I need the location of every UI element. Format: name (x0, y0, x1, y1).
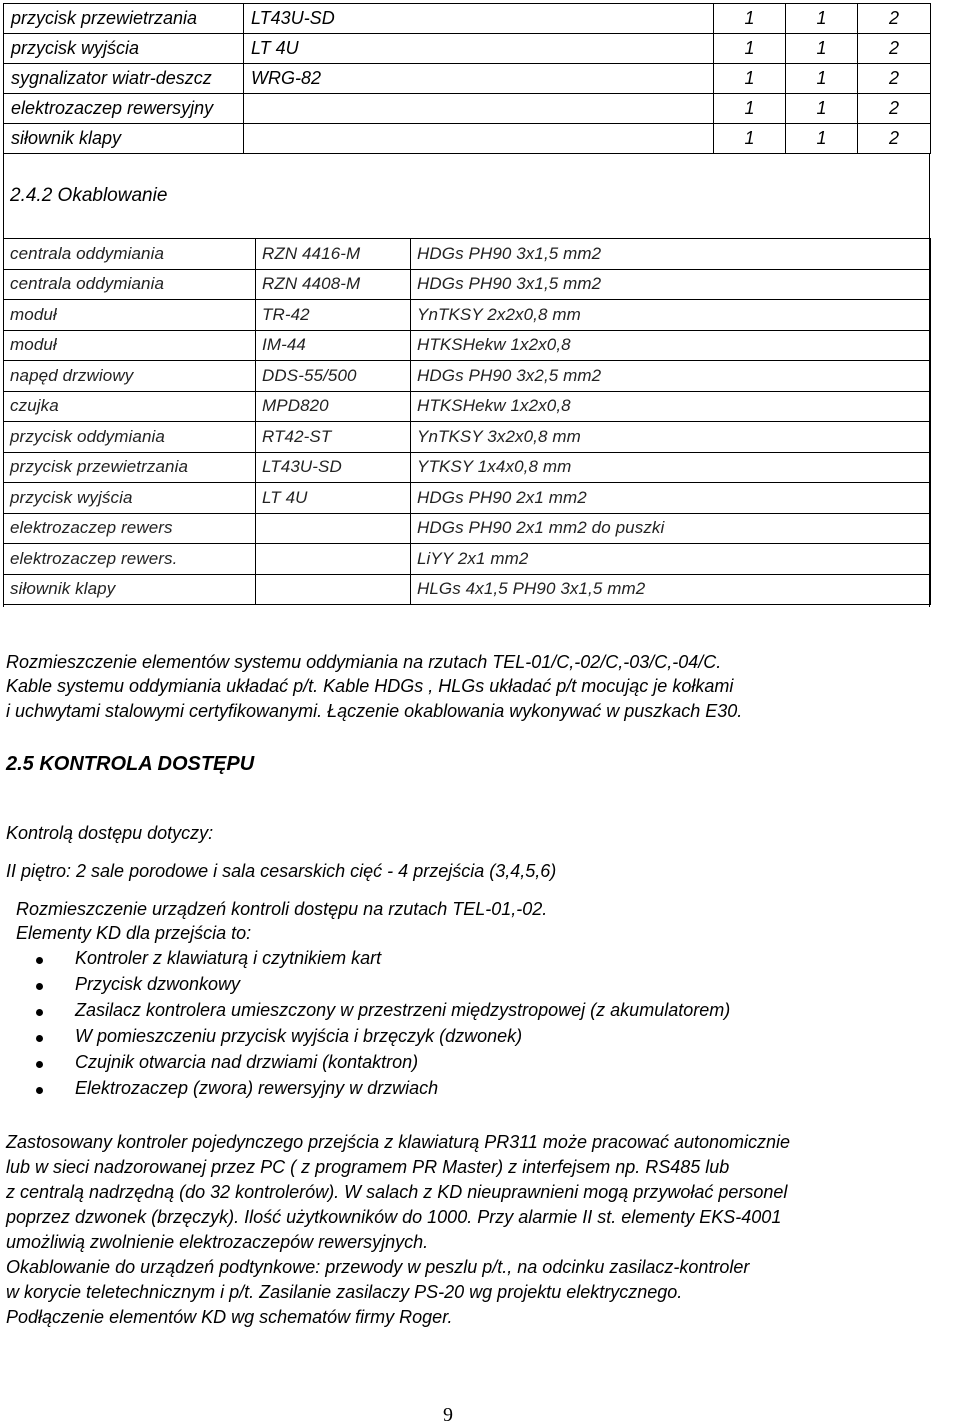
list-item (0, 1026, 960, 1052)
list-item-text: Elektrozaczep (zwora) rewersyjny w drzwiach (75, 1078, 439, 1098)
table-row (4, 361, 931, 392)
cable-device: centrala oddymiania (4, 269, 256, 300)
cabling-note-1: Rozmieszczenie elementów systemu oddymiania na rzutach TEL-01/C,-02/C,-03/C,-04/C. (6, 652, 722, 672)
equipment-table (3, 3, 931, 154)
cable-type: HTKSHekw 1x2x0,8 (411, 391, 931, 422)
equipment-model: WRG-82 (244, 64, 714, 94)
cable-model: RZN 4416-M (256, 239, 411, 270)
controller-line-1: Zastosowany kontroler pojedynczego przejścia z klawiaturą PR311 może pracować autonomicznie (6, 1132, 791, 1152)
cable-model (256, 513, 411, 544)
equipment-name: siłownik klapy (4, 124, 244, 154)
cable-type: LiYY 2x1 mm2 (411, 544, 931, 575)
equipment-qty-b: 1 (786, 94, 858, 124)
cable-model: MPD820 (256, 391, 411, 422)
controller-line-7: w korycie teletechnicznym i p/t. Zasilanie zasilaczy PS-20 wg projektu elektrycznego. (6, 1282, 683, 1302)
controller-line-8: Podłączenie elementów KD wg schematów firmy Roger. (6, 1307, 453, 1327)
list-item-text: Zasilacz kontrolera umieszczony w przestrzeni międzystropowej (z akumulatorem) (75, 1000, 731, 1020)
list-item-text: Przycisk dzwonkowy (75, 974, 241, 994)
list-item-text: W pomieszczeniu przycisk wyjścia i brzęczyk (dzwonek) (75, 1026, 523, 1046)
cable-type: HDGs PH90 2x1 mm2 do puszki (411, 513, 931, 544)
access-intro: Kontrolą dostępu dotyczy: (6, 823, 214, 843)
list-item-text: Czujnik otwarcia nad drzwiami (kontaktron) (75, 1052, 419, 1072)
cable-model (256, 574, 411, 605)
list-item-text: Kontroler z klawiaturą i czytnikiem kart (75, 948, 382, 968)
table-row (4, 239, 931, 270)
table-row (4, 300, 931, 331)
cable-device: moduł (4, 330, 256, 361)
list-item (0, 1078, 960, 1104)
section-heading-access-control: 2.5 KONTROLA DOSTĘPU (6, 753, 255, 775)
bullet-icon (36, 957, 43, 964)
cable-type: HDGs PH90 3x2,5 mm2 (411, 361, 931, 392)
controller-line-3: z centralą nadrzędną (do 32 kontrolerów). W salach z KD nieuprawnieni mogą przywołać personel (6, 1182, 788, 1202)
cable-type: YnTKSY 3x2x0,8 mm (411, 422, 931, 453)
access-elements-title: Elementy KD dla przejścia to: (16, 923, 252, 943)
table-row (4, 483, 931, 514)
cable-model: TR-42 (256, 300, 411, 331)
list-item (0, 974, 960, 1000)
cable-type: HDGs PH90 2x1 mm2 (411, 483, 931, 514)
equipment-name: sygnalizator wiatr-deszcz (4, 64, 244, 94)
cabling-note-2: Kable systemu oddymiania układać p/t. Kable HDGs , HLGs układać p/t mocując je kołkami (6, 676, 734, 696)
table-row (4, 94, 931, 124)
equipment-name: przycisk wyjścia (4, 34, 244, 64)
access-layout: Rozmieszczenie urządzeń kontroli dostępu na rzutach TEL-01,-02. (16, 899, 548, 919)
table-row (4, 513, 931, 544)
bullet-icon (36, 1009, 43, 1016)
cable-device: siłownik klapy (4, 574, 256, 605)
equipment-qty-a: 1 (714, 64, 786, 94)
equipment-model: LT43U-SD (244, 4, 714, 34)
bullet-icon (36, 983, 43, 990)
equipment-qty-a: 1 (714, 34, 786, 64)
cabling-note-3: i uchwytami stalowymi certyfikowanymi. Łączenie okablowania wykonywać w puszkach E30. (6, 701, 743, 721)
table-row (4, 574, 931, 605)
cable-model: DDS-55/500 (256, 361, 411, 392)
list-item (0, 948, 960, 974)
cable-type: YnTKSY 2x2x0,8 mm (411, 300, 931, 331)
controller-line-6: Okablowanie do urządzeń podtynkowe: przewody w peszlu p/t., na odcinku zasilacz-kontroler (6, 1257, 750, 1277)
bullet-icon (36, 1061, 43, 1068)
table-row (4, 34, 931, 64)
cable-model: LT43U-SD (256, 452, 411, 483)
equipment-qty-c: 2 (858, 124, 931, 154)
equipment-qty-b: 1 (786, 34, 858, 64)
equipment-qty-b: 1 (786, 124, 858, 154)
equipment-qty-c: 2 (858, 94, 931, 124)
equipment-model (244, 94, 714, 124)
cable-device: centrala oddymiania (4, 239, 256, 270)
cable-model: IM-44 (256, 330, 411, 361)
cable-device: przycisk oddymiania (4, 422, 256, 453)
table-row (4, 64, 931, 94)
equipment-qty-c: 2 (858, 64, 931, 94)
cable-device: elektrozaczep rewers (4, 513, 256, 544)
table-row (4, 544, 931, 575)
page-number: 9 (443, 1404, 453, 1426)
cable-device: przycisk wyjścia (4, 483, 256, 514)
equipment-qty-c: 2 (858, 4, 931, 34)
equipment-qty-a: 1 (714, 124, 786, 154)
cable-type: HTKSHekw 1x2x0,8 (411, 330, 931, 361)
table-row (4, 452, 931, 483)
cable-model: RT42-ST (256, 422, 411, 453)
equipment-model: LT 4U (244, 34, 714, 64)
access-floor: II piętro: 2 sale porodowe i sala cesarskich cięć - 4 przejścia (3,4,5,6) (6, 861, 557, 881)
cable-type: HLGs 4x1,5 PH90 3x1,5 mm2 (411, 574, 931, 605)
cable-type: HDGs PH90 3x1,5 mm2 (411, 269, 931, 300)
controller-line-4: poprzez dzwonek (brzęczyk). Ilość użytkowników do 1000. Przy alarmie II st. elementy EKS-4001 (6, 1207, 782, 1227)
cable-type: YTKSY 1x4x0,8 mm (411, 452, 931, 483)
table-row (4, 269, 931, 300)
cable-type: HDGs PH90 3x1,5 mm2 (411, 239, 931, 270)
cable-device: elektrozaczep rewers. (4, 544, 256, 575)
controller-line-2: lub w sieci nadzorowanej przez PC ( z programem PR Master) z interfejsem np. RS485 lub (6, 1157, 730, 1177)
cable-device: czujka (4, 391, 256, 422)
bullet-icon (36, 1035, 43, 1042)
cable-device: napęd drzwiowy (4, 361, 256, 392)
cable-model: RZN 4408-M (256, 269, 411, 300)
list-item (0, 1000, 960, 1026)
equipment-qty-a: 1 (714, 94, 786, 124)
table-row (4, 124, 931, 154)
equipment-name: przycisk przewietrzania (4, 4, 244, 34)
cable-model (256, 544, 411, 575)
bullet-icon (36, 1087, 43, 1094)
cable-table (3, 238, 931, 605)
equipment-qty-b: 1 (786, 4, 858, 34)
controller-line-5: umożliwią zwolnienie elektrozaczepów rewersyjnych. (6, 1232, 429, 1252)
section-heading-cabling: 2.4.2 Okablowanie (10, 185, 168, 206)
cable-model: LT 4U (256, 483, 411, 514)
table-row (4, 4, 931, 34)
equipment-model (244, 124, 714, 154)
equipment-qty-b: 1 (786, 64, 858, 94)
cable-device: moduł (4, 300, 256, 331)
table-row (4, 422, 931, 453)
equipment-qty-c: 2 (858, 34, 931, 64)
list-item (0, 1052, 960, 1078)
equipment-qty-a: 1 (714, 4, 786, 34)
cable-device: przycisk przewietrzania (4, 452, 256, 483)
table-row (4, 391, 931, 422)
equipment-name: elektrozaczep rewersyjny (4, 94, 244, 124)
table-row (4, 330, 931, 361)
